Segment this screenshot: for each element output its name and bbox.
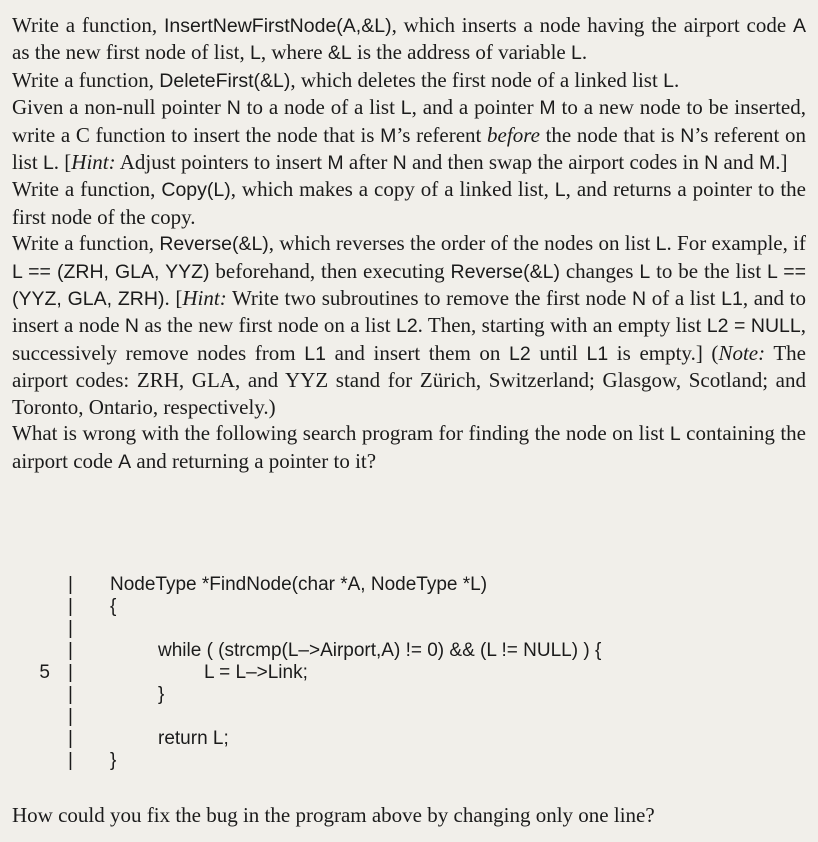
code-listing: [30, 574, 790, 772]
gutter-bar: |: [68, 684, 73, 705]
code-line: [30, 750, 790, 772]
text-run: beforehand, then executing: [209, 258, 451, 283]
code-term: N: [704, 152, 719, 175]
text-run: Write a function,: [12, 177, 162, 202]
exercise-paragraph-p2: [12, 67, 806, 94]
text-run: until: [530, 340, 587, 365]
code-line: [30, 640, 790, 662]
text-run: . [: [164, 286, 183, 311]
text-run: and insert them on: [325, 340, 510, 365]
code-line: [30, 706, 790, 728]
code-term: L: [554, 179, 566, 202]
text-run: Note:: [718, 340, 766, 365]
text-run: Write two subroutines to remove the first node: [226, 286, 632, 311]
text-run: , which reverses the order of the nodes on list: [268, 231, 656, 256]
code-term: Reverse(&L): [450, 260, 560, 283]
text-run: as the new first node of list,: [12, 40, 250, 65]
code-term: N: [631, 288, 647, 311]
gutter-bar: |: [68, 662, 73, 683]
code-term: M: [539, 97, 556, 120]
text-run: after: [343, 150, 393, 175]
code-term: L == (YYZ, GLA, ZRH): [12, 260, 806, 311]
code-term: N: [124, 315, 139, 338]
code-line: [30, 684, 790, 706]
text-run: , and returns a pointer to the first node of the copy.: [12, 177, 806, 229]
fix-bug-question: How could you fix the bug in the program above by changing only one line?: [12, 803, 655, 827]
text-run: Write a function,: [12, 13, 164, 37]
code-term: L2: [395, 315, 418, 338]
text-run: , and a pointer: [411, 95, 540, 120]
code-text: L = L–>Link;: [204, 662, 308, 683]
code-term: L2: [509, 342, 531, 365]
code-term: L: [42, 152, 54, 175]
code-term: M: [380, 124, 397, 147]
text-run: Hint:: [182, 286, 227, 311]
text-run: Write a function,: [12, 67, 160, 92]
code-term: M: [759, 152, 776, 175]
text-run: The airport codes: ZRH, GLA, and YYZ stand for Zürich, Switzerland; Glasgow, Scotland; and Toronto, Ontario, respectively.): [12, 340, 806, 419]
code-term: L: [400, 97, 412, 120]
code-term: Reverse(&L): [159, 233, 269, 256]
text-run: to a node of a list: [240, 95, 401, 120]
code-line: [30, 574, 790, 596]
gutter-bar: |: [68, 750, 73, 771]
exercise-paragraph-p1: [12, 12, 806, 67]
text-run: , which deletes the first node of a linked list: [290, 67, 664, 92]
gutter-bar: |: [68, 728, 73, 749]
text-run: Hint:: [71, 150, 116, 175]
text-run: , where: [260, 40, 328, 65]
code-term: Copy(L): [161, 179, 231, 202]
code-term: L: [663, 69, 674, 92]
text-run: ’s referent on list: [12, 122, 806, 175]
text-run: Given a non-null pointer: [12, 95, 227, 120]
gutter-bar: |: [68, 574, 73, 595]
exercise-paragraph-p3: [12, 94, 806, 176]
code-term: L: [571, 42, 582, 65]
code-term: N: [680, 124, 695, 147]
gutter-bar: |: [68, 640, 73, 661]
text-run: , and to insert a node: [12, 286, 806, 338]
code-text: NodeType *FindNode(char *A, NodeType *L): [110, 574, 488, 595]
code-line: [30, 596, 790, 618]
code-text: return L;: [158, 728, 229, 749]
text-run: , which inserts a node having the airport code: [391, 13, 793, 37]
text-run: of a list: [646, 286, 722, 311]
text-run: .: [581, 40, 588, 65]
code-line: [30, 728, 790, 750]
text-run: and: [718, 150, 760, 175]
text-run: is empty.] (: [608, 340, 719, 365]
code-term: L1: [586, 342, 609, 365]
code-term: A: [118, 450, 132, 473]
text-run: . For example, if: [666, 231, 806, 256]
code-term: L: [655, 233, 667, 256]
code-text: {: [110, 596, 117, 617]
exercise-paragraph-p4: [12, 176, 806, 230]
text-run: is the address of variable: [351, 40, 571, 65]
code-term: N: [226, 97, 241, 120]
code-term: L1: [304, 342, 326, 365]
text-run: to be the list: [650, 258, 768, 283]
text-run: to a new node to be inserted, write a C function to insert the node that is: [12, 95, 807, 147]
code-term: &L: [327, 42, 352, 65]
code-term: L: [639, 260, 651, 283]
text-run: and returning a pointer to it?: [131, 448, 377, 473]
text-run: the node that is: [539, 122, 681, 147]
text-run: .]: [775, 150, 788, 175]
text-run: changes: [559, 258, 640, 283]
code-term: L2 = NULL: [706, 315, 801, 338]
text-run: Write a function,: [12, 231, 160, 256]
gutter-bar: |: [68, 596, 73, 617]
code-term: L == (ZRH, GLA, YYZ): [12, 260, 210, 283]
text-run: .: [673, 67, 680, 92]
code-line: [30, 618, 790, 640]
code-line: [30, 662, 790, 684]
text-run: . Then, starting with an empty list: [417, 313, 707, 338]
code-term: A: [792, 15, 806, 37]
code-term: L: [669, 423, 681, 446]
text-run: as the new first node on a list: [138, 313, 396, 338]
exercise-paragraph-p5: [12, 230, 806, 420]
code-term: N: [392, 152, 407, 175]
code-text: }: [158, 684, 165, 705]
exercise-text: [12, 12, 806, 475]
code-text: }: [110, 750, 117, 771]
text-run: , which makes a copy of a linked list,: [230, 177, 555, 202]
gutter-bar: |: [68, 706, 73, 727]
text-run: Adjust pointers to insert: [115, 150, 328, 175]
code-term: InsertNewFirstNode(A,&L): [164, 15, 392, 37]
text-run: , successively remove nodes from: [12, 313, 806, 365]
text-run: and then swap the airport codes in: [406, 150, 705, 175]
text-run: before: [487, 122, 540, 147]
gutter-bar: |: [68, 618, 73, 639]
text-run: . [: [53, 150, 72, 175]
code-term: DeleteFirst(&L): [159, 69, 291, 92]
text-run: ’s referent: [396, 122, 488, 147]
exercise-paragraph-p6: [12, 420, 806, 475]
line-number: 5: [39, 662, 50, 683]
code-text: while ( (strcmp(L–>Airport,A) != 0) && (L != NULL) ) {: [158, 640, 602, 661]
code-term: M: [327, 152, 344, 175]
code-term: L: [249, 42, 261, 65]
text-run: What is wrong with the following search program for finding the node on list: [12, 421, 670, 446]
code-term: L1: [721, 288, 743, 311]
text-run: containing the airport code: [12, 421, 806, 473]
